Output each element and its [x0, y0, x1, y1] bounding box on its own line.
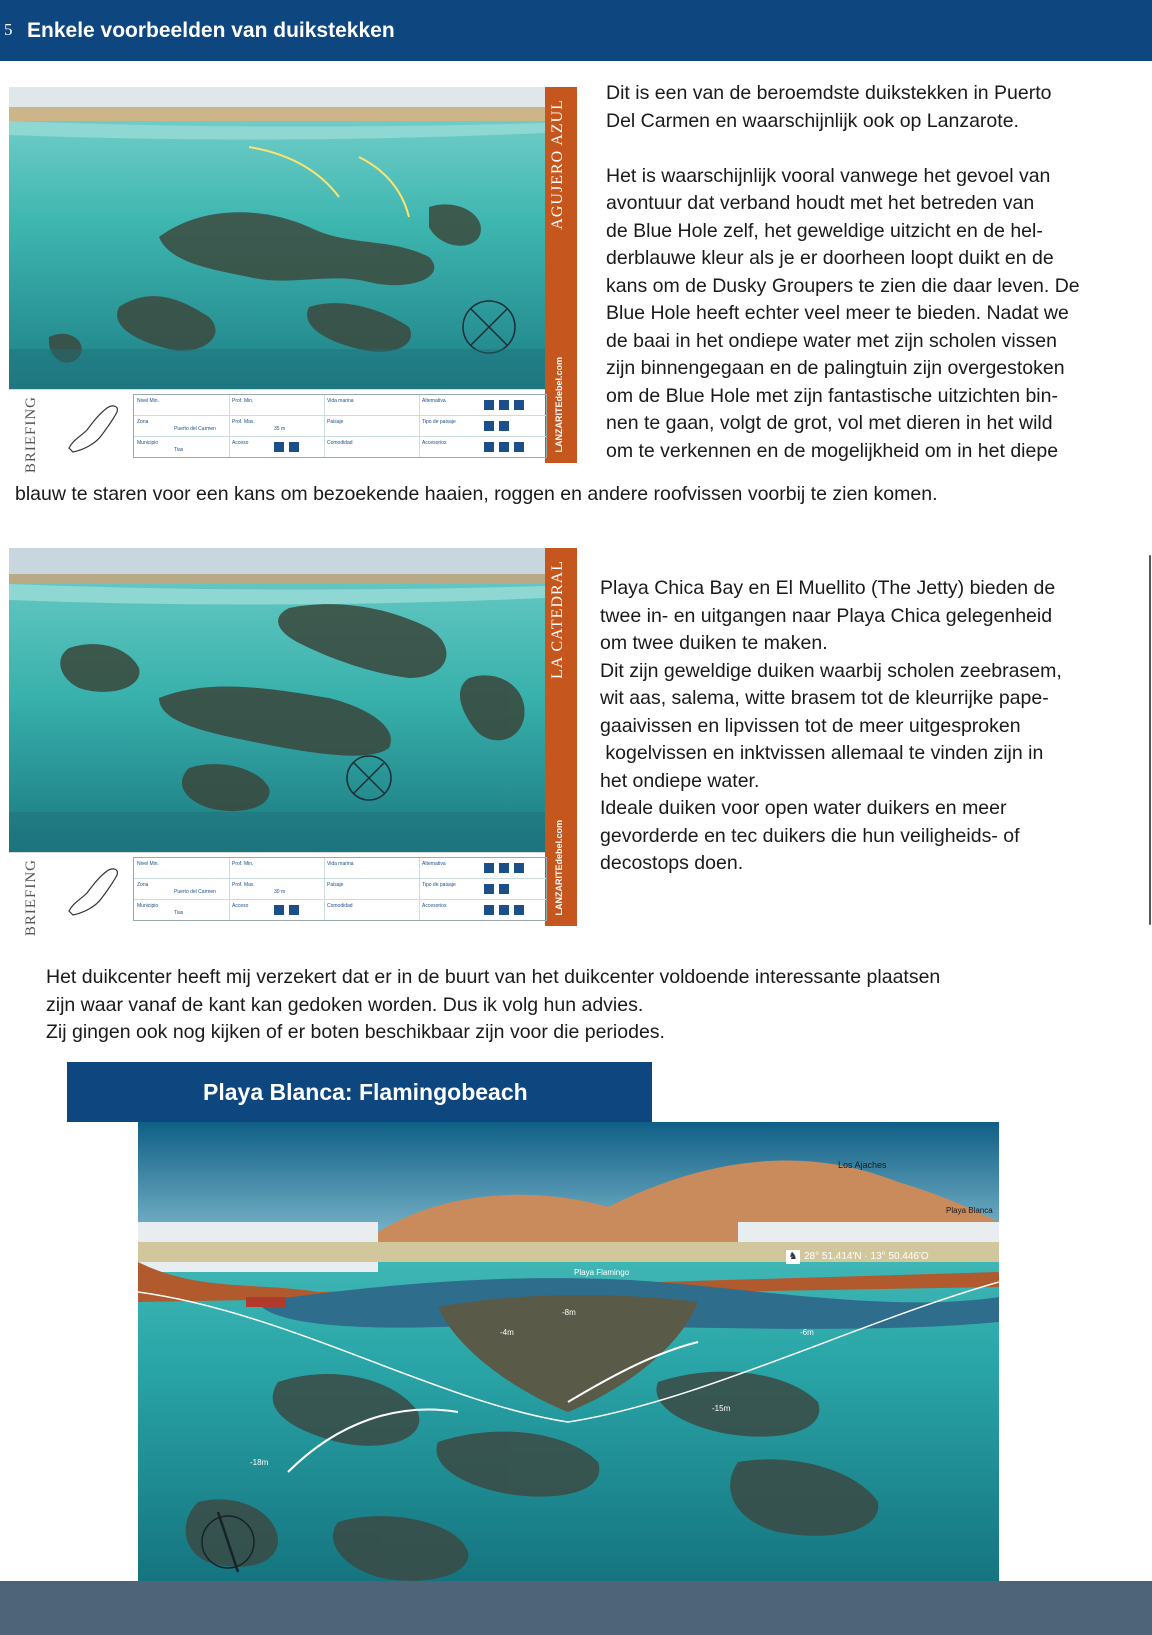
text-line: de baai in het ondiepe water met zijn scholen vissen — [606, 329, 1057, 352]
text-line: Het is waarschijnlijk vooral vanwege het gevoel van — [606, 164, 1051, 187]
agujero-azul-description — [606, 80, 1126, 465]
publisher-label: LANZARITEdebel.com — [554, 357, 564, 453]
briefing-panel — [9, 389, 545, 474]
briefing-icon — [289, 442, 299, 452]
briefing-cell: Municipio — [137, 440, 159, 446]
depth-label: -4m — [500, 1328, 514, 1337]
briefing-cell: Paisaje — [327, 882, 344, 888]
briefing-cell: Tias — [174, 447, 184, 453]
briefing-cell: Acceso — [232, 440, 249, 446]
briefing-cell: Zona — [137, 882, 149, 888]
text-line: om twee duiken te maken. — [600, 632, 828, 654]
map-label: Playa Blanca — [946, 1206, 993, 1215]
briefing-icon — [484, 884, 494, 894]
lanzarote-outline-icon — [61, 863, 123, 917]
briefing-icon — [514, 400, 524, 410]
text-line: derblauwe kleur als je er doorheen loopt duikt en de — [606, 247, 1054, 269]
briefing-icon — [499, 400, 509, 410]
text-line: decostops doen. — [600, 852, 744, 874]
briefing-cell: Comodidad — [327, 903, 353, 909]
depth-label: -8m — [562, 1308, 576, 1317]
text-line: zijn waar vanaf de kant kan gedoken worden. Dus ik volg hun advies. — [46, 993, 644, 1016]
briefing-cell: Prof. Min. — [232, 861, 254, 867]
map-label: Playa Flamingo — [574, 1268, 630, 1277]
text-line: zijn binnengegaan en de palingtuin zijn overgestoken — [606, 357, 1065, 379]
dive-center-note — [46, 964, 1126, 1047]
briefing-cell: Nivel Min. — [137, 398, 159, 404]
text-line: Blue Hole heeft echter veel meer te bieden. Nadat we — [606, 302, 1069, 324]
text-line: nen te gaan, volgt de grot, vol met dieren in het wild — [606, 412, 1053, 434]
scrollbar[interactable] — [1149, 555, 1151, 925]
text-line: Playa Chica Bay en El Muellito (The Jetty) bieden de — [600, 577, 1056, 599]
briefing-cell: 30 m — [274, 889, 286, 895]
text-line: Dit is een van de beroemdste duikstekken in Puerto — [606, 82, 1052, 104]
coordinates-text: 28° 51.414'N · 13° 50.446'O — [804, 1251, 929, 1262]
briefing-label: BRIEFING — [23, 859, 39, 937]
depth-label: -6m — [800, 1328, 814, 1337]
briefing-label: BRIEFING — [23, 396, 39, 474]
briefing-icon — [274, 442, 284, 452]
text-line: de Blue Hole zelf, het geweldige uitzicht en de hel- — [606, 219, 1043, 242]
briefing-icon — [514, 863, 524, 873]
briefing-cell: Tias — [174, 910, 184, 916]
briefing-icon — [514, 442, 524, 452]
briefing-icon — [499, 442, 509, 452]
briefing-cell: 35 m — [274, 426, 286, 432]
dive-site-name: LA CATEDRAL — [549, 560, 566, 679]
page-number: 5 — [4, 20, 13, 39]
briefing-table — [133, 857, 547, 921]
briefing-cell: Vida marina — [327, 398, 354, 404]
section-caption — [67, 1062, 652, 1122]
la-catedral-description — [600, 575, 1120, 878]
text-line: kans om de Dusky Groupers te zien die daar leven. De — [606, 274, 1080, 297]
text-line: Del Carmen en waarschijnlijk ook op Lanzarote. — [606, 109, 1019, 132]
page-footer — [0, 1581, 1152, 1635]
diver-flag-icon: ♞ — [786, 1250, 800, 1264]
text-line: het ondiepe water. — [600, 769, 760, 792]
briefing-icon — [274, 905, 284, 915]
text-line: kogelvissen en inktvissen allemaal te vinden zijn in — [600, 742, 1044, 764]
briefing-cell: Prof. Max. — [232, 419, 255, 425]
briefing-icon — [484, 421, 494, 431]
briefing-cell: Zona — [137, 419, 149, 425]
briefing-icon — [499, 863, 509, 873]
page-title: Enkele voorbeelden van duikstekken — [27, 19, 395, 42]
briefing-icon — [484, 905, 494, 915]
briefing-icon — [484, 400, 494, 410]
briefing-cell: Nivel Min. — [137, 861, 159, 867]
briefing-panel — [9, 852, 545, 937]
briefing-cell: Vida marina — [327, 861, 354, 867]
map-label: Los Ajaches — [838, 1160, 887, 1170]
text-line — [606, 135, 1126, 163]
briefing-icon — [499, 905, 509, 915]
briefing-cell: Puerto del Carmen — [174, 889, 216, 895]
text-line: twee in- en uitgangen naar Playa Chica gelegenheid — [600, 604, 1053, 627]
briefing-cell: Alternativa — [422, 861, 446, 867]
briefing-cell: Puerto del Carmen — [174, 426, 216, 432]
briefing-cell: Prof. Min. — [232, 398, 254, 404]
briefing-cell: Alternativa — [422, 398, 446, 404]
map-sidebar-agujero-azul — [545, 87, 577, 463]
coordinates-label — [786, 1250, 929, 1264]
dive-site-name: AGUJERO AZUL — [549, 99, 566, 230]
text-line: om te verkennen en de mogelijkheid om in het diepe — [606, 439, 1059, 462]
text-line: om de Blue Hole met zijn fantastische uitzichten bin- — [606, 384, 1058, 407]
briefing-cell: Accesorios — [422, 440, 447, 446]
briefing-cell: Tipo de paisaje — [422, 882, 456, 888]
text-line: Zij gingen ook nog kijken of er boten beschikbaar zijn voor die periodes. — [46, 1021, 665, 1043]
text-line: Het duikcenter heeft mij verzekert dat er in de buurt van het duikcenter voldoende interessante plaatsen — [46, 966, 941, 988]
briefing-icon — [484, 442, 494, 452]
briefing-cell: Municipio — [137, 903, 159, 909]
briefing-icon — [499, 421, 509, 431]
briefing-icon — [289, 905, 299, 915]
briefing-table — [133, 394, 547, 458]
depth-label: -18m — [250, 1458, 269, 1467]
text-line: blauw te staren voor een kans om bezoekende haaien, roggen en andere roofvissen voorbij te zien komen. — [15, 483, 938, 505]
map-sidebar-la-catedral — [545, 548, 577, 926]
text-line: Ideale duiken voor open water duikers en meer — [600, 797, 1007, 819]
agujero-azul-description-end — [15, 481, 1135, 509]
briefing-cell: Prof. Max. — [232, 882, 255, 888]
page-header — [0, 0, 1152, 61]
briefing-cell: Acceso — [232, 903, 249, 909]
dive-map-la-catedral — [9, 548, 545, 852]
briefing-cell: Paisaje — [327, 419, 344, 425]
briefing-icon — [484, 863, 494, 873]
text-line: avontuur dat verband houdt met het betreden van — [606, 192, 1035, 214]
text-line: Dit zijn geweldige duiken waarbij scholen zeebrasem, — [600, 659, 1062, 682]
briefing-icon — [514, 905, 524, 915]
dive-map-agujero-azul — [9, 87, 545, 389]
text-line: gevorderde en tec duikers die hun veiligheids- of — [600, 824, 1020, 847]
briefing-cell: Accesorios — [422, 903, 447, 909]
text-line: wit aas, salema, witte brasem tot de kleurrijke pape- — [600, 687, 1049, 709]
dive-map-playa-blanca — [138, 1122, 999, 1598]
briefing-icon — [499, 884, 509, 894]
publisher-label: LANZARITEdebel.com — [554, 820, 564, 916]
lanzarote-outline-icon — [61, 400, 123, 454]
briefing-cell: Comodidad — [327, 440, 353, 446]
text-line: gaaivissen en lipvissen tot de meer uitgesproken — [600, 714, 1021, 737]
depth-label: -15m — [712, 1404, 731, 1413]
caption-title: Playa Blanca: Flamingobeach — [203, 1079, 528, 1105]
briefing-cell: Tipo de paisaje — [422, 419, 456, 425]
